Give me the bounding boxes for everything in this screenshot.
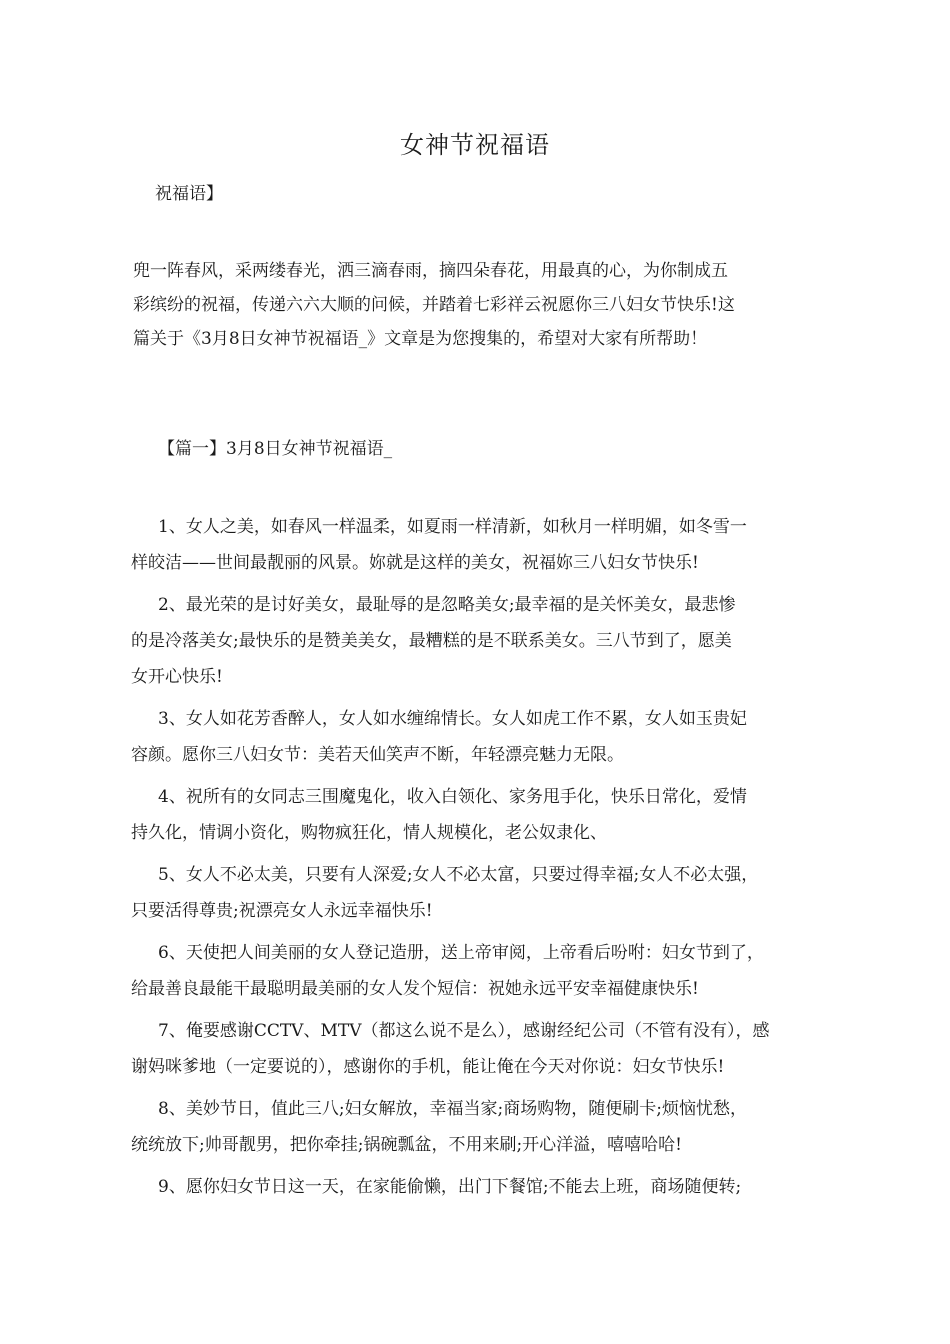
subhead: 祝福语】 — [155, 184, 223, 204]
intro-line: 篇关于《3月8日女神节祝福语_》文章是为您搜集的，希望对大家有所帮助！ — [133, 329, 708, 349]
greeting-line: 容颜。愿你三八妇女节：美若天仙笑声不断，年轻漂亮魅力无限。 — [131, 745, 624, 765]
greeting-line: 持久化，情调小资化，购物疯狂化，情人规模化，老公奴隶化、 — [131, 823, 607, 843]
greeting-item — [131, 509, 836, 581]
document-title: 女神节祝福语 — [400, 131, 550, 159]
greeting-item — [131, 779, 836, 851]
greeting-item — [131, 1091, 836, 1163]
greeting-item — [131, 935, 836, 1007]
intro-line: 兜一阵春风，采两缕春光，洒三滴春雨，摘四朵春花，用最真的心，为你制成五 — [133, 261, 728, 281]
greeting-line: 统统放下;帅哥靓男，把你牵挂;锅碗瓢盆，不用来刷;开心洋溢，嘻嘻哈哈! — [131, 1135, 683, 1155]
greeting-line: 5、女人不必太美，只要有人深爱;女人不必太富，只要过得幸福;女人不必太强， — [158, 865, 759, 885]
greeting-line: 1、女人之美，如春风一样温柔，如夏雨一样清新，如秋月一样明媚，如冬雪一 — [158, 517, 747, 537]
greeting-line: 8、美妙节日，值此三八;妇女解放，幸福当家;商场购物，随便刷卡;烦恼忧愁， — [158, 1099, 747, 1119]
intro-paragraph — [133, 254, 833, 356]
greeting-line: 样皎洁——世间最靓丽的风景。妳就是这样的美女，祝福妳三八妇女节快乐! — [131, 553, 699, 573]
greeting-line: 给最善良最能干最聪明最美丽的女人发个短信：祝她永远平安幸福健康快乐! — [131, 979, 699, 999]
greeting-line: 4、祝所有的女同志三围魔鬼化，收入白领化、家务甩手化，快乐日常化，爱情 — [158, 787, 747, 807]
intro-line: 彩缤纷的祝福，传递六六大顺的问候，并踏着七彩祥云祝愿你三八妇女节快乐!这 — [133, 295, 735, 315]
greeting-line: 3、女人如花芳香醉人，女人如水缠绵情长。女人如虎工作不累，女人如玉贵妃 — [158, 709, 747, 729]
greeting-item — [131, 701, 836, 773]
greeting-line: 2、最光荣的是讨好美女，最耻辱的是忽略美女;最幸福的是关怀美女，最悲惨 — [158, 595, 736, 615]
greeting-item — [131, 1169, 836, 1205]
section-heading: 【篇一】3月8日女神节祝福语_ — [158, 439, 393, 459]
greeting-line: 7、俺要感谢CCTV、MTV（都这么说不是么），感谢经纪公司（不管有没有），感 — [158, 1021, 770, 1041]
greeting-line: 谢妈咪爹地（一定要说的），感谢你的手机，能让俺在今天对你说：妇女节快乐! — [131, 1057, 725, 1077]
greeting-list — [131, 509, 836, 1211]
greeting-line: 9、愿你妇女节日这一天，在家能偷懒，出门下餐馆;不能去上班，商场随便转; — [158, 1177, 742, 1197]
greeting-line: 6、天使把人间美丽的女人登记造册，送上帝审阅，上帝看后吩咐：妇女节到了， — [158, 943, 764, 963]
greeting-line: 只要活得尊贵;祝漂亮女人永远幸福快乐! — [131, 901, 433, 921]
greeting-line: 的是冷落美女;最快乐的是赞美美女，最糟糕的是不联系美女。三八节到了，愿美 — [131, 631, 732, 651]
greeting-item — [131, 1013, 836, 1085]
greeting-item — [131, 857, 836, 929]
greeting-line: 女开心快乐! — [131, 667, 223, 687]
greeting-item — [131, 587, 836, 695]
